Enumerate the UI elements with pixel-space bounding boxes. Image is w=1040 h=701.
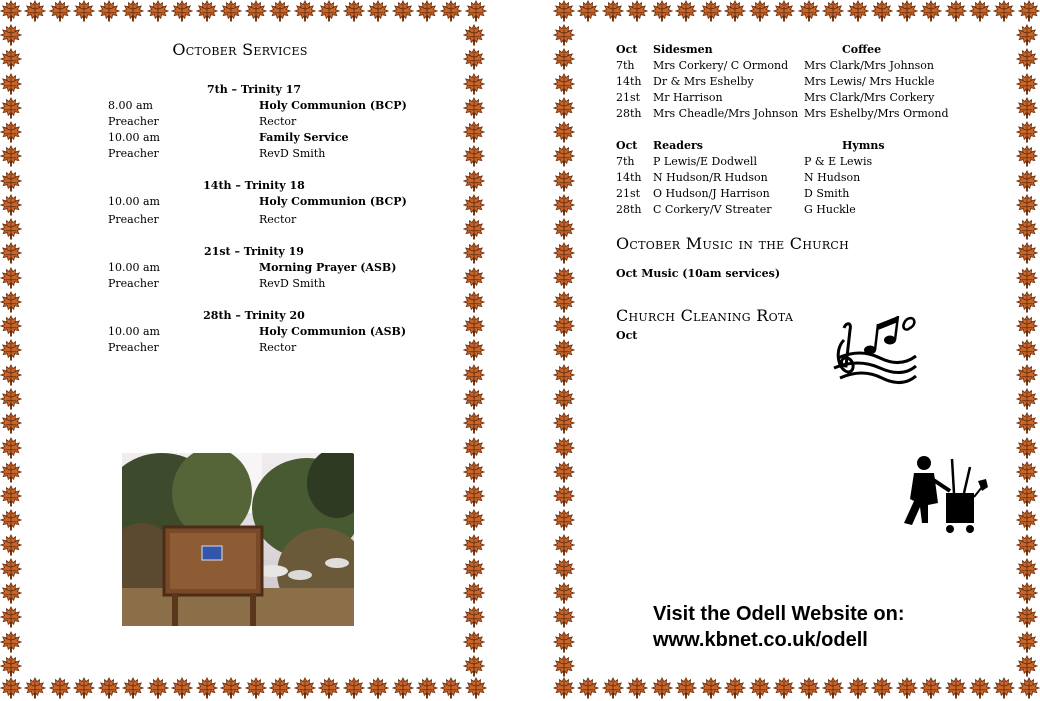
autumn-leaf-icon: [773, 0, 795, 22]
autumn-leaf-icon: [1016, 339, 1038, 361]
autumn-leaf-icon: [49, 677, 71, 699]
autumn-leaf-icon: [220, 677, 242, 699]
table-cell: Mrs Cheadle/Mrs Johnson: [653, 107, 799, 120]
autumn-leaf-icon: [553, 534, 575, 556]
autumn-leaf-icon: [392, 677, 414, 699]
autumn-leaf-icon: [553, 677, 575, 699]
autumn-leaf-icon: [553, 170, 575, 192]
table-row: [616, 74, 976, 90]
autumn-leaf-icon: [416, 677, 438, 699]
left-page: [0, 0, 487, 701]
autumn-leaf-icon: [553, 194, 575, 216]
autumn-leaf-icon: [0, 534, 22, 556]
service-name: Rector: [259, 213, 297, 226]
service-row: [108, 98, 408, 114]
autumn-leaf-icon: [0, 170, 22, 192]
table-cell: C Corkery/V Streater: [653, 203, 772, 216]
table-cell: G Huckle: [804, 203, 856, 216]
autumn-leaf-icon: [463, 73, 485, 95]
autumn-leaf-icon: [0, 145, 22, 167]
autumn-leaf-icon: [553, 437, 575, 459]
service-name: Morning Prayer (ASB): [259, 261, 397, 274]
table-cell: 21st: [616, 187, 641, 200]
autumn-leaf-icon: [367, 677, 389, 699]
autumn-leaf-icon: [24, 677, 46, 699]
autumn-leaf-icon: [553, 267, 575, 289]
autumn-leaf-icon: [577, 0, 599, 22]
autumn-leaf-icon: [724, 677, 746, 699]
autumn-leaf-icon: [269, 677, 291, 699]
autumn-leaf-icon: [553, 0, 575, 22]
autumn-leaf-icon: [392, 0, 414, 22]
autumn-leaf-icon: [0, 606, 22, 628]
autumn-leaf-icon: [1016, 218, 1038, 240]
autumn-leaf-icon: [465, 0, 487, 22]
autumn-leaf-icon: [553, 97, 575, 119]
autumn-leaf-icon: [553, 412, 575, 434]
sunday-heading: 7th – Trinity 17: [206, 83, 302, 96]
autumn-leaf-icon: [463, 461, 485, 483]
autumn-leaf-icon: [749, 677, 771, 699]
table-row: [616, 106, 976, 122]
autumn-leaf-icon: [969, 677, 991, 699]
autumn-leaf-icon: [367, 0, 389, 22]
music-subheading: Oct Music (10am services): [616, 267, 781, 280]
autumn-leaf-icon: [675, 0, 697, 22]
autumn-leaf-icon: [553, 73, 575, 95]
autumn-leaf-icon: [1016, 24, 1038, 46]
readers-table: [616, 138, 976, 218]
service-row: [108, 146, 408, 162]
autumn-leaf-icon: [798, 0, 820, 22]
autumn-leaf-icon: [463, 388, 485, 410]
table-cell: O Hudson/J Harrison: [653, 187, 770, 200]
table-cell: P Lewis/E Dodwell: [653, 155, 757, 168]
autumn-leaf-icon: [147, 0, 169, 22]
autumn-leaf-icon: [0, 194, 22, 216]
autumn-leaf-icon: [1018, 677, 1040, 699]
table-cell: 21st: [616, 91, 641, 104]
autumn-leaf-icon: [0, 582, 22, 604]
autumn-leaf-icon: [463, 582, 485, 604]
autumn-leaf-icon: [896, 0, 918, 22]
autumn-leaf-icon: [1016, 48, 1038, 70]
table-row: [616, 202, 976, 218]
autumn-leaf-icon: [1016, 364, 1038, 386]
autumn-leaf-icon: [1016, 291, 1038, 313]
table-header-cell: Oct: [616, 43, 638, 56]
autumn-leaf-icon: [98, 677, 120, 699]
autumn-leaf-icon: [553, 582, 575, 604]
autumn-leaf-icon: [1016, 73, 1038, 95]
autumn-leaf-icon: [463, 145, 485, 167]
cleaning-subheading: Oct: [616, 329, 638, 342]
leaf-border-left: [553, 24, 577, 677]
autumn-leaf-icon: [463, 606, 485, 628]
table-cell: Mrs Clark/Mrs Corkery: [804, 91, 935, 104]
website-url[interactable]: www.kbnet.co.uk/odell: [653, 629, 868, 651]
autumn-leaf-icon: [171, 677, 193, 699]
autumn-leaf-icon: [463, 509, 485, 531]
autumn-leaf-icon: [269, 0, 291, 22]
autumn-leaf-icon: [196, 0, 218, 22]
autumn-leaf-icon: [1016, 461, 1038, 483]
music-notes-icon: [830, 310, 918, 390]
autumn-leaf-icon: [0, 121, 22, 143]
autumn-leaf-icon: [0, 631, 22, 653]
autumn-leaf-icon: [553, 121, 575, 143]
autumn-leaf-icon: [651, 677, 673, 699]
autumn-leaf-icon: [969, 0, 991, 22]
autumn-leaf-icon: [463, 291, 485, 313]
table-row: [616, 170, 976, 186]
autumn-leaf-icon: [463, 364, 485, 386]
table-cell: N Hudson/R Hudson: [653, 171, 768, 184]
autumn-leaf-icon: [24, 0, 46, 22]
service-row: [108, 194, 408, 210]
table-cell: Mrs Lewis/ Mrs Huckle: [804, 75, 935, 88]
table-cell: Mrs Eshelby/Mrs Ormond: [804, 107, 949, 120]
autumn-leaf-icon: [993, 0, 1015, 22]
autumn-leaf-icon: [294, 0, 316, 22]
service-row: [108, 276, 408, 292]
autumn-leaf-icon: [49, 0, 71, 22]
autumn-leaf-icon: [1016, 145, 1038, 167]
autumn-leaf-icon: [553, 485, 575, 507]
website-line-1: Visit the Odell Website on:: [653, 603, 905, 625]
autumn-leaf-icon: [773, 677, 795, 699]
service-time: 10.00 am: [108, 325, 160, 338]
autumn-leaf-icon: [0, 73, 22, 95]
autumn-leaf-icon: [553, 388, 575, 410]
service-row: [108, 114, 408, 130]
autumn-leaf-icon: [1016, 242, 1038, 264]
autumn-leaf-icon: [822, 677, 844, 699]
autumn-leaf-icon: [463, 315, 485, 337]
autumn-leaf-icon: [1016, 509, 1038, 531]
leaf-border-top: [0, 0, 487, 24]
autumn-leaf-icon: [871, 0, 893, 22]
autumn-leaf-icon: [749, 0, 771, 22]
autumn-leaf-icon: [463, 48, 485, 70]
autumn-leaf-icon: [0, 558, 22, 580]
autumn-leaf-icon: [0, 315, 22, 337]
autumn-leaf-icon: [245, 0, 267, 22]
autumn-leaf-icon: [577, 677, 599, 699]
rota-section: [616, 42, 976, 344]
autumn-leaf-icon: [147, 677, 169, 699]
autumn-leaf-icon: [1016, 97, 1038, 119]
table-cell: D Smith: [804, 187, 850, 200]
table-cell: Mrs Clark/Mrs Johnson: [804, 59, 935, 72]
autumn-leaf-icon: [626, 677, 648, 699]
service-name: Holy Communion (ASB): [259, 325, 407, 338]
autumn-leaf-icon: [0, 0, 22, 22]
leaf-border-right: [463, 24, 487, 677]
autumn-leaf-icon: [553, 291, 575, 313]
autumn-leaf-icon: [463, 558, 485, 580]
autumn-leaf-icon: [465, 677, 487, 699]
autumn-leaf-icon: [1018, 0, 1040, 22]
table-header-cell: Hymns: [842, 139, 885, 152]
autumn-leaf-icon: [73, 0, 95, 22]
table-cell: P & E Lewis: [804, 155, 873, 168]
leaf-border-left: [0, 24, 24, 677]
sunday-block: [108, 308, 408, 356]
leaf-border-bottom: [553, 677, 1040, 701]
leaf-border-top: [553, 0, 1040, 24]
autumn-leaf-icon: [463, 242, 485, 264]
autumn-leaf-icon: [993, 677, 1015, 699]
table-row: [616, 90, 976, 106]
autumn-leaf-icon: [98, 0, 120, 22]
autumn-leaf-icon: [0, 218, 22, 240]
autumn-leaf-icon: [220, 0, 242, 22]
autumn-leaf-icon: [553, 558, 575, 580]
autumn-leaf-icon: [1016, 534, 1038, 556]
autumn-leaf-icon: [0, 24, 22, 46]
autumn-leaf-icon: [1016, 194, 1038, 216]
autumn-leaf-icon: [171, 0, 193, 22]
autumn-leaf-icon: [245, 677, 267, 699]
autumn-leaf-icon: [553, 48, 575, 70]
services-title: October Services: [172, 40, 308, 59]
table-row: [616, 154, 976, 170]
autumn-leaf-icon: [0, 412, 22, 434]
autumn-leaf-icon: [847, 677, 869, 699]
autumn-leaf-icon: [0, 485, 22, 507]
autumn-leaf-icon: [0, 339, 22, 361]
autumn-leaf-icon: [463, 655, 485, 677]
autumn-leaf-icon: [463, 121, 485, 143]
table-header-row: [616, 138, 976, 154]
noticeboard-photo: [122, 453, 354, 626]
table-cell: 28th: [616, 107, 642, 120]
autumn-leaf-icon: [798, 677, 820, 699]
autumn-leaf-icon: [73, 677, 95, 699]
sunday-heading: 28th – Trinity 20: [203, 309, 305, 322]
service-time: Preacher: [108, 115, 159, 128]
autumn-leaf-icon: [343, 677, 365, 699]
autumn-leaf-icon: [0, 509, 22, 531]
autumn-leaf-icon: [463, 339, 485, 361]
autumn-leaf-icon: [1016, 267, 1038, 289]
autumn-leaf-icon: [0, 388, 22, 410]
autumn-leaf-icon: [463, 218, 485, 240]
autumn-leaf-icon: [602, 677, 624, 699]
autumn-leaf-icon: [553, 461, 575, 483]
autumn-leaf-icon: [0, 48, 22, 70]
autumn-leaf-icon: [553, 339, 575, 361]
autumn-leaf-icon: [196, 677, 218, 699]
autumn-leaf-icon: [920, 677, 942, 699]
services-section: [108, 42, 408, 356]
cleaner-icon: [898, 453, 990, 535]
autumn-leaf-icon: [896, 677, 918, 699]
autumn-leaf-icon: [553, 655, 575, 677]
autumn-leaf-icon: [0, 461, 22, 483]
autumn-leaf-icon: [553, 364, 575, 386]
autumn-leaf-icon: [1016, 485, 1038, 507]
services-list: [108, 82, 408, 356]
autumn-leaf-icon: [0, 97, 22, 119]
autumn-leaf-icon: [0, 655, 22, 677]
service-time: Preacher: [108, 147, 159, 160]
autumn-leaf-icon: [463, 437, 485, 459]
service-name: Rector: [259, 115, 297, 128]
autumn-leaf-icon: [675, 677, 697, 699]
autumn-leaf-icon: [463, 412, 485, 434]
autumn-leaf-icon: [553, 218, 575, 240]
autumn-leaf-icon: [343, 0, 365, 22]
autumn-leaf-icon: [463, 267, 485, 289]
autumn-leaf-icon: [0, 677, 22, 699]
table-cell: N Hudson: [804, 171, 861, 184]
table-cell: 14th: [616, 75, 642, 88]
table-cell: 7th: [616, 155, 635, 168]
autumn-leaf-icon: [463, 97, 485, 119]
autumn-leaf-icon: [1016, 121, 1038, 143]
autumn-leaf-icon: [1016, 558, 1038, 580]
autumn-leaf-icon: [0, 364, 22, 386]
autumn-leaf-icon: [553, 242, 575, 264]
autumn-leaf-icon: [0, 291, 22, 313]
autumn-leaf-icon: [416, 0, 438, 22]
autumn-leaf-icon: [553, 24, 575, 46]
service-time: Preacher: [108, 277, 159, 290]
autumn-leaf-icon: [1016, 631, 1038, 653]
autumn-leaf-icon: [1016, 170, 1038, 192]
service-name: Holy Communion (BCP): [259, 195, 407, 208]
autumn-leaf-icon: [463, 170, 485, 192]
autumn-leaf-icon: [463, 631, 485, 653]
autumn-leaf-icon: [1016, 388, 1038, 410]
autumn-leaf-icon: [871, 677, 893, 699]
autumn-leaf-icon: [0, 267, 22, 289]
autumn-leaf-icon: [920, 0, 942, 22]
autumn-leaf-icon: [0, 242, 22, 264]
table-header-cell: Oct: [616, 139, 638, 152]
sidesmen-table: [616, 42, 976, 122]
service-name: Family Service: [259, 131, 349, 144]
sunday-block: [108, 178, 408, 228]
service-name: Holy Communion (BCP): [259, 99, 407, 112]
service-name: RevD Smith: [259, 277, 326, 290]
autumn-leaf-icon: [1016, 655, 1038, 677]
service-row: [108, 324, 408, 340]
autumn-leaf-icon: [122, 677, 144, 699]
autumn-leaf-icon: [122, 0, 144, 22]
autumn-leaf-icon: [463, 194, 485, 216]
website-notice: [653, 601, 905, 653]
autumn-leaf-icon: [463, 485, 485, 507]
cleaning-title: Church Cleaning Rota: [616, 306, 794, 325]
table-header-row: [616, 42, 976, 58]
autumn-leaf-icon: [553, 509, 575, 531]
autumn-leaf-icon: [602, 0, 624, 22]
service-time: 10.00 am: [108, 261, 160, 274]
autumn-leaf-icon: [463, 24, 485, 46]
music-title: October Music in the Church: [616, 234, 850, 253]
sunday-block: [108, 82, 408, 162]
leaf-border-right: [1016, 24, 1040, 677]
table-cell: 28th: [616, 203, 642, 216]
autumn-leaf-icon: [318, 677, 340, 699]
service-time: Preacher: [108, 213, 159, 226]
autumn-leaf-icon: [553, 145, 575, 167]
autumn-leaf-icon: [1016, 437, 1038, 459]
autumn-leaf-icon: [1016, 412, 1038, 434]
autumn-leaf-icon: [440, 0, 462, 22]
autumn-leaf-icon: [318, 0, 340, 22]
autumn-leaf-icon: [463, 534, 485, 556]
autumn-leaf-icon: [1016, 582, 1038, 604]
autumn-leaf-icon: [0, 437, 22, 459]
sunday-heading: 21st – Trinity 19: [204, 245, 304, 258]
autumn-leaf-icon: [700, 0, 722, 22]
autumn-leaf-icon: [847, 0, 869, 22]
autumn-leaf-icon: [553, 631, 575, 653]
service-time: 10.00 am: [108, 195, 160, 208]
leaf-border-bottom: [0, 677, 487, 701]
service-row: [108, 212, 408, 228]
service-time: 8.00 am: [108, 99, 153, 112]
service-time: 10.00 am: [108, 131, 160, 144]
service-name: RevD Smith: [259, 147, 326, 160]
service-row: [108, 260, 408, 276]
autumn-leaf-icon: [1016, 606, 1038, 628]
table-header-cell: Readers: [653, 139, 703, 152]
table-cell: 7th: [616, 59, 635, 72]
service-name: Rector: [259, 341, 297, 354]
table-header-cell: Sidesmen: [653, 43, 713, 56]
table-row: [616, 186, 976, 202]
service-row: [108, 340, 408, 356]
autumn-leaf-icon: [626, 0, 648, 22]
autumn-leaf-icon: [724, 0, 746, 22]
autumn-leaf-icon: [1016, 315, 1038, 337]
table-cell: Mr Harrison: [653, 91, 723, 104]
table-cell: Dr & Mrs Eshelby: [653, 75, 754, 88]
table-cell: Mrs Corkery/ C Ormond: [653, 59, 789, 72]
autumn-leaf-icon: [822, 0, 844, 22]
table-row: [616, 58, 976, 74]
sunday-heading: 14th – Trinity 18: [203, 179, 305, 192]
sunday-block: [108, 244, 408, 292]
table-cell: 14th: [616, 171, 642, 184]
autumn-leaf-icon: [945, 0, 967, 22]
autumn-leaf-icon: [294, 677, 316, 699]
service-time: Preacher: [108, 341, 159, 354]
autumn-leaf-icon: [945, 677, 967, 699]
service-row: [108, 130, 408, 146]
autumn-leaf-icon: [700, 677, 722, 699]
autumn-leaf-icon: [440, 677, 462, 699]
autumn-leaf-icon: [651, 0, 673, 22]
autumn-leaf-icon: [553, 315, 575, 337]
table-header-cell: Coffee: [842, 43, 882, 56]
autumn-leaf-icon: [553, 606, 575, 628]
